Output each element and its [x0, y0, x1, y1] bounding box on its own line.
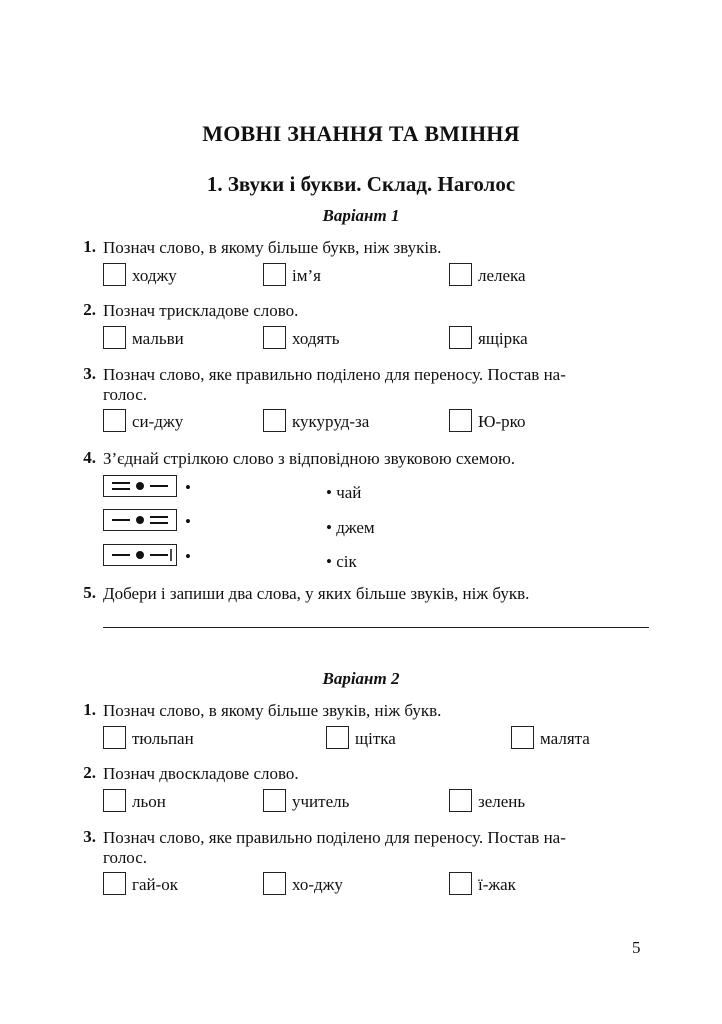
v2-q3-option-2[interactable]: [263, 872, 343, 895]
v2-q2-text: Познач двоскладове слово.: [103, 764, 299, 783]
option-label: си-джу: [132, 412, 184, 431]
section-title: 1. Звуки і букви. Склад. Наголос: [206, 172, 516, 196]
checkbox[interactable]: [103, 326, 126, 349]
v1-q2-option-1[interactable]: [103, 326, 184, 349]
option-label: мальви: [132, 329, 184, 348]
option-label: малята: [540, 729, 590, 748]
variant-2-label: Варіант 2: [322, 669, 400, 688]
checkbox[interactable]: [263, 409, 286, 432]
v1-q2-option-3[interactable]: [449, 326, 528, 349]
scheme-3-dot[interactable]: •: [185, 547, 191, 566]
v1-q2-number: 2.: [83, 300, 96, 319]
word-chai-dot[interactable]: [326, 483, 361, 503]
v2-q2-option-3[interactable]: [449, 789, 525, 812]
option-label: зелень: [478, 792, 526, 811]
v1-q1-number: 1.: [83, 237, 96, 256]
v1-q3-text: Познач слово, яке правильно поділено для переносу. Постав на-: [103, 365, 566, 384]
v1-q5-number: 5.: [83, 583, 96, 602]
v1-q1-option-1[interactable]: [103, 263, 177, 286]
v2-q1-number: 1.: [83, 700, 96, 719]
option-label: ім’я: [292, 266, 321, 285]
v2-q1-option-1[interactable]: [103, 726, 194, 749]
dot: •: [326, 483, 332, 502]
option-label: гай-ок: [132, 875, 179, 894]
checkbox[interactable]: [326, 726, 349, 749]
word-label: чай: [336, 483, 362, 502]
word-dzhem-dot[interactable]: [326, 518, 375, 538]
v1-q4-text: З’єднай стрілкою слово з відповідною звуковою схемою.: [103, 449, 516, 468]
v2-q3-option-1[interactable]: [103, 872, 178, 895]
scheme-symbols: [104, 545, 176, 565]
checkbox[interactable]: [449, 789, 472, 812]
scheme-1-dot[interactable]: •: [185, 478, 191, 497]
sound-scheme-2[interactable]: [103, 509, 177, 531]
option-label: ходять: [292, 329, 340, 348]
v1-q1-option-2[interactable]: [263, 263, 321, 286]
sound-scheme-1[interactable]: [103, 475, 177, 497]
v1-q4-number: 4.: [83, 448, 96, 467]
option-label: щітка: [355, 729, 396, 748]
v2-q3-number: 3.: [83, 827, 96, 846]
v2-q3-text: Познач слово, яке правильно поділено для переносу. Постав на-: [103, 828, 566, 847]
option-label: тюльпан: [132, 729, 194, 748]
option-label: льон: [132, 792, 166, 811]
checkbox[interactable]: [449, 872, 472, 895]
v1-q3-number: 3.: [83, 364, 96, 383]
checkbox[interactable]: [103, 872, 126, 895]
v1-q1-text: Познач слово, в якому більше букв, ніж звуків.: [103, 238, 442, 257]
option-label: учитель: [292, 792, 350, 811]
option-label: ї-жак: [478, 875, 516, 894]
main-heading: МОВНІ ЗНАННЯ ТА ВМІННЯ: [202, 121, 520, 146]
checkbox[interactable]: [263, 326, 286, 349]
v2-q2-number: 2.: [83, 763, 96, 782]
checkbox[interactable]: [103, 409, 126, 432]
word-label: джем: [336, 518, 375, 537]
variant-1-label: Варіант 1: [322, 206, 400, 225]
v2-q3-option-3[interactable]: [449, 872, 516, 895]
scheme-2-dot[interactable]: •: [185, 512, 191, 531]
checkbox[interactable]: [449, 409, 472, 432]
v1-q3-option-1[interactable]: [103, 409, 183, 432]
v1-q3-text-cont: голос.: [103, 385, 148, 404]
checkbox[interactable]: [263, 872, 286, 895]
v1-q3-option-2[interactable]: [263, 409, 369, 432]
checkbox[interactable]: [103, 789, 126, 812]
checkbox[interactable]: [263, 263, 286, 286]
v2-q3-text-cont: голос.: [103, 848, 148, 867]
checkbox[interactable]: [511, 726, 534, 749]
checkbox[interactable]: [103, 263, 126, 286]
v2-q1-text: Познач слово, в якому більше звуків, ніж букв.: [103, 701, 442, 720]
word-sik-dot[interactable]: [326, 552, 357, 572]
scheme-symbols: [104, 476, 176, 496]
checkbox[interactable]: [449, 326, 472, 349]
option-label: лелека: [478, 266, 526, 285]
option-label: ящірка: [478, 329, 528, 348]
option-label: хо-джу: [292, 875, 343, 894]
word-label: сік: [336, 552, 357, 571]
v2-q2-option-2[interactable]: [263, 789, 349, 812]
option-label: кукуруд-за: [292, 412, 370, 431]
answer-line[interactable]: [103, 627, 649, 628]
v2-q1-option-2[interactable]: [326, 726, 396, 749]
v1-q1-option-3[interactable]: [449, 263, 526, 286]
v1-q3-option-3[interactable]: [449, 409, 526, 432]
scheme-symbols: [104, 510, 176, 530]
v2-q1-option-3[interactable]: [511, 726, 590, 749]
checkbox[interactable]: [103, 726, 126, 749]
v1-q2-text: Познач трискладове слово.: [103, 301, 299, 320]
dot: •: [326, 552, 332, 571]
option-label: ходжу: [132, 266, 177, 285]
v2-q2-option-1[interactable]: [103, 789, 166, 812]
option-label: Ю-рко: [478, 412, 526, 431]
v1-q2-option-2[interactable]: [263, 326, 340, 349]
dot: •: [326, 518, 332, 537]
v1-q5-text: Добери і запиши два слова, у яких більше звуків, ніж букв.: [103, 584, 530, 603]
sound-scheme-3[interactable]: [103, 544, 177, 566]
checkbox[interactable]: [449, 263, 472, 286]
page-number: 5: [632, 938, 641, 957]
checkbox[interactable]: [263, 789, 286, 812]
